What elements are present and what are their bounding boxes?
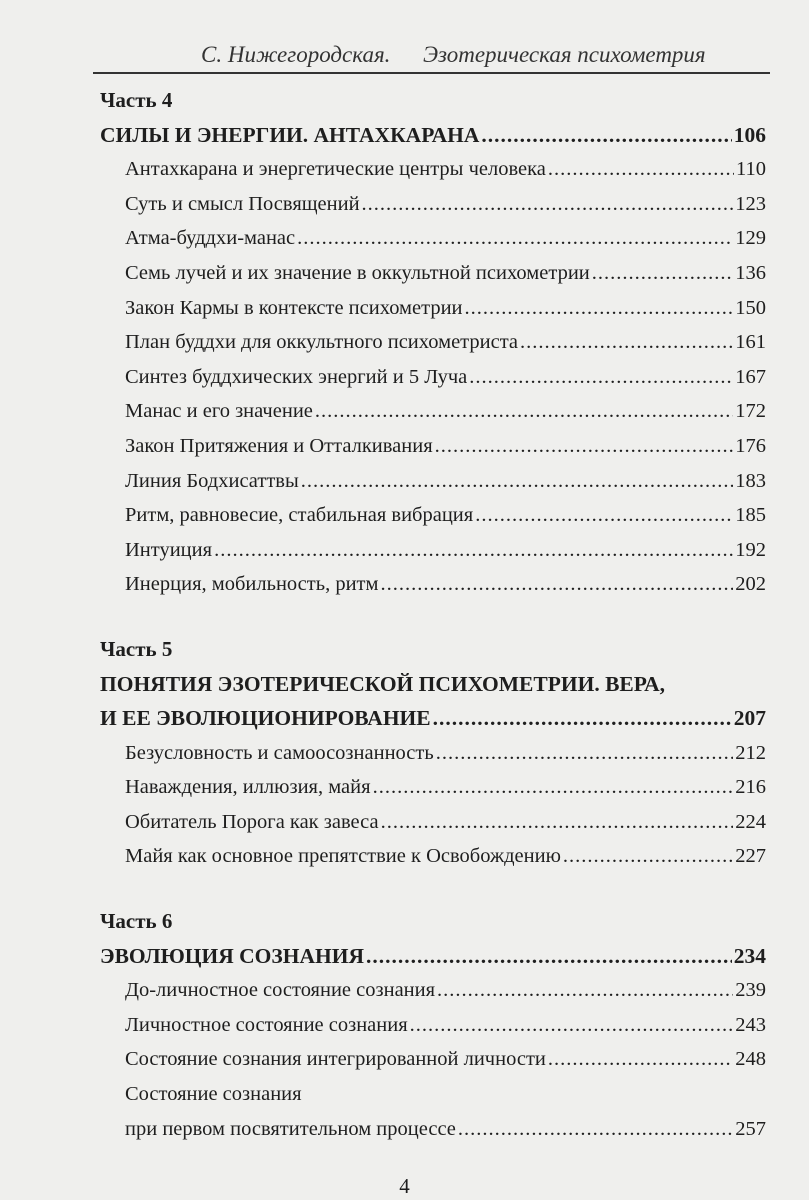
entry-title: Инерция, мобильность, ритм [125,573,379,596]
toc-entry[interactable] [100,736,766,771]
dot-leader [297,221,733,256]
dot-leader [548,152,734,187]
toc-entry[interactable] [100,498,766,533]
dot-leader [469,360,733,395]
entry-title: Закон Притяжения и Отталкивания [125,434,433,457]
toc-entry[interactable] [100,256,766,291]
header-book-title: Эзотерическая психометрия [423,42,706,67]
entry-title: Ритм, равновесие, стабильная вибрация [125,504,474,527]
toc-entry[interactable] [100,325,766,360]
part-label: Часть 4 [100,88,173,112]
toc-entry[interactable] [100,1008,766,1043]
entry-page: 161 [735,331,766,354]
dot-leader [520,325,733,360]
toc-entry[interactable] [100,973,766,1008]
toc-entry[interactable] [100,394,766,429]
part-title-entry[interactable] [100,118,766,153]
entry-page: 257 [735,1117,766,1140]
toc-entry[interactable] [100,1112,766,1147]
dot-leader [362,187,734,222]
part-title-entry[interactable] [100,939,766,974]
dot-leader [214,533,733,568]
dot-leader [435,429,734,464]
dot-leader [436,736,734,771]
entry-page: 192 [735,538,766,561]
entry-title: Антахкарана и энергетические центры человека [125,158,546,181]
entry-title: Закон Кармы в контексте психометрии [125,296,463,319]
entry-page: 150 [735,296,766,319]
dot-leader [433,701,732,736]
entry-title: План буддхи для оккультного психометриста [125,331,519,354]
dot-leader [315,394,733,429]
dot-leader [437,973,733,1008]
entry-title: Семь лучей и их значение в оккультной психометрии [125,261,590,284]
entry-page: 176 [735,434,766,457]
entry-title: ЭВОЛЮЦИЯ СОЗНАНИЯ [100,943,364,968]
entry-page: 183 [735,469,766,492]
table-of-contents [100,83,766,1146]
toc-entry[interactable] [100,221,766,256]
dot-leader [475,498,733,533]
entry-page: 129 [735,227,766,250]
entry-title: Манас и его значение [125,400,313,423]
entry-page: 243 [735,1013,766,1036]
toc-entry[interactable] [100,360,766,395]
part-label: Часть 6 [100,909,173,934]
dot-leader [381,805,734,840]
toc-entry[interactable] [100,533,766,568]
entry-title: Обитатель Порога как завеса [125,810,379,833]
toc-entry[interactable] [100,805,766,840]
dot-leader [381,567,734,602]
toc-entry[interactable] [100,1042,766,1077]
entry-page: 172 [735,400,766,423]
entry-page: 207 [733,706,766,731]
entry-title: Майя как основное препятствие к Освобождению [125,845,561,868]
toc-entry[interactable] [100,464,766,499]
entry-title: при первом посвятительном процессе [125,1117,456,1140]
entry-page: 239 [735,979,766,1002]
toc-entry[interactable] [100,567,766,602]
toc-part [100,632,766,874]
dot-leader [458,1112,733,1147]
entry-page: 248 [735,1048,766,1071]
dot-leader [301,464,734,499]
entry-page: 123 [735,192,766,215]
dot-leader [563,839,733,874]
entry-page: 136 [735,261,766,284]
toc-entry[interactable] [100,770,766,805]
toc-entry[interactable] [100,429,766,464]
header-author: С. Нижегородская. [201,42,391,67]
part-title-line: ПОНЯТИЯ ЭЗОТЕРИЧЕСКОЙ ПСИХОМЕТРИИ. ВЕРА, [100,671,666,696]
entry-title: И ЕЕ ЭВОЛЮЦИОНИРОВАНИЕ [100,706,431,731]
dot-leader [481,118,731,153]
entry-title: Личностное состояние сознания [125,1013,408,1036]
entry-page: 106 [733,122,766,147]
entry-title: Атма-буддхи-манас [125,227,296,250]
entry-title: До-личностное состояние сознания [125,979,436,1002]
dot-leader [548,1042,733,1077]
entry-title: Безусловность и самоосознанность [125,741,434,764]
toc-entry[interactable] [100,152,766,187]
part-label: Часть 5 [100,636,173,661]
entry-page: 216 [735,776,766,799]
running-header [93,38,770,74]
dot-leader [410,1008,734,1043]
toc-entry[interactable] [100,187,766,222]
entry-title-line: Состояние сознания [125,1083,302,1106]
entry-page: 212 [735,741,766,764]
entry-title: Наваждения, иллюзия, майя [125,776,371,799]
dot-leader [592,256,733,291]
toc-entry[interactable] [100,839,766,874]
entry-page: 110 [736,158,766,181]
entry-page: 185 [735,504,766,527]
toc-entry[interactable] [100,291,766,326]
entry-page: 234 [733,943,766,968]
entry-page: 202 [735,573,766,596]
page-number: 4 [399,1174,410,1198]
entry-title: СИЛЫ И ЭНЕРГИИ. АНТАХКАРАНА [100,122,480,147]
entry-title: Состояние сознания интегрированной личности [125,1048,546,1071]
entry-title: Интуиция [125,538,213,561]
entry-page: 167 [735,365,766,388]
entry-page: 224 [735,810,766,833]
dot-leader [366,939,732,974]
dot-leader [465,291,734,326]
entry-title: Синтез буддхических энергий и 5 Луча [125,365,468,388]
entry-page: 227 [735,845,766,868]
toc-part [100,904,766,1146]
toc-part [100,83,766,602]
entry-title: Суть и смысл Посвящений [125,192,360,215]
entry-title: Линия Бодхисаттвы [125,469,299,492]
dot-leader [373,770,734,805]
part-title-entry[interactable] [100,701,766,736]
